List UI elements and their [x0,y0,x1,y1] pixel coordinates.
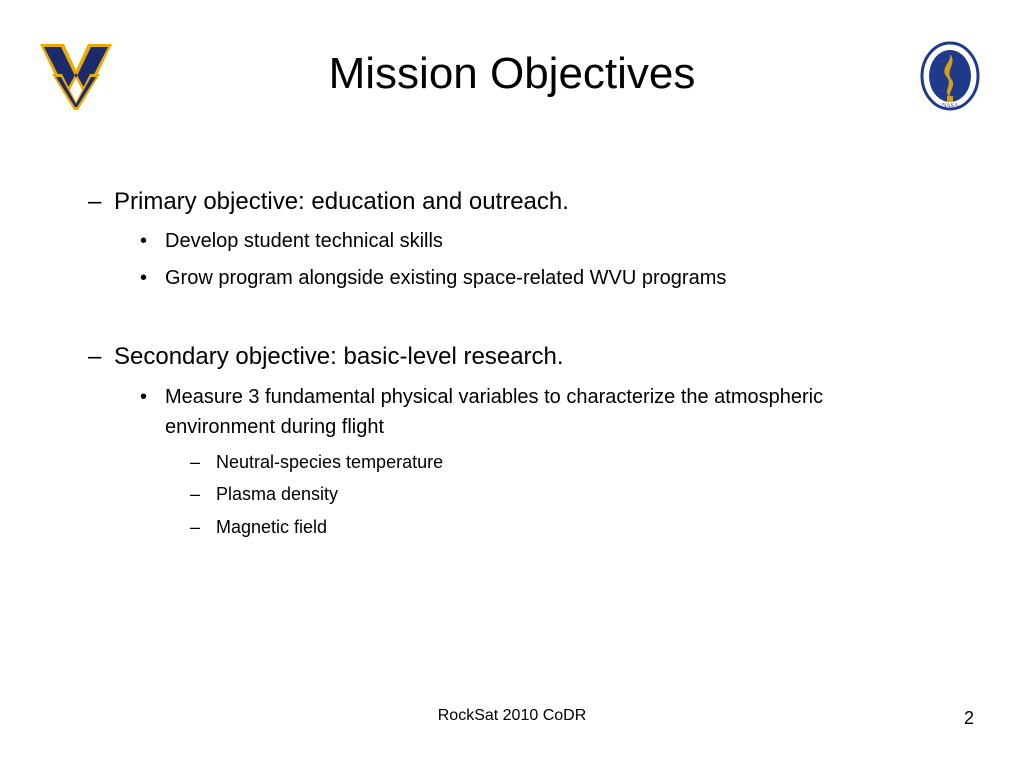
bullet-marker: • [140,230,148,252]
secondary-objective-text: Secondary objective: basic-level research. [114,343,564,370]
bullet-item [140,263,900,293]
bullet-text: Grow program alongside existing space-related WVU programs [165,267,727,289]
sub-item-text: Magnetic field [216,517,328,537]
page-number: 2 [963,708,974,728]
sub-item [190,514,327,540]
bullet-marker: • [140,386,148,408]
bullet-text: Develop student technical skills [165,230,443,252]
slide-footer: RockSat 2010 CoDR [437,707,587,724]
sub-item [190,481,338,507]
primary-objective-text: Primary objective: education and outreach. [114,188,569,215]
primary-objective [88,187,569,217]
sub-item [190,449,443,475]
seal-nasa-label: NASA [941,103,959,109]
sub-item-text: Plasma density [216,484,339,504]
bullet-item [140,382,900,442]
bullet-item [140,226,900,256]
bullet-text: Measure 3 fundamental physical variables to characterize the atmospheric environment during flight [165,386,824,438]
sub-item-text: Neutral-species temperature [216,452,444,472]
slide-title: Mission Objectives [328,49,696,98]
dash-marker: – [190,484,201,504]
dash-marker: – [88,188,102,215]
space-grant-seal-icon [918,40,982,112]
dash-marker: – [190,452,201,472]
dash-marker: – [190,517,201,537]
dash-marker: – [88,343,102,370]
secondary-objective [88,342,564,372]
bullet-marker: • [140,267,148,289]
